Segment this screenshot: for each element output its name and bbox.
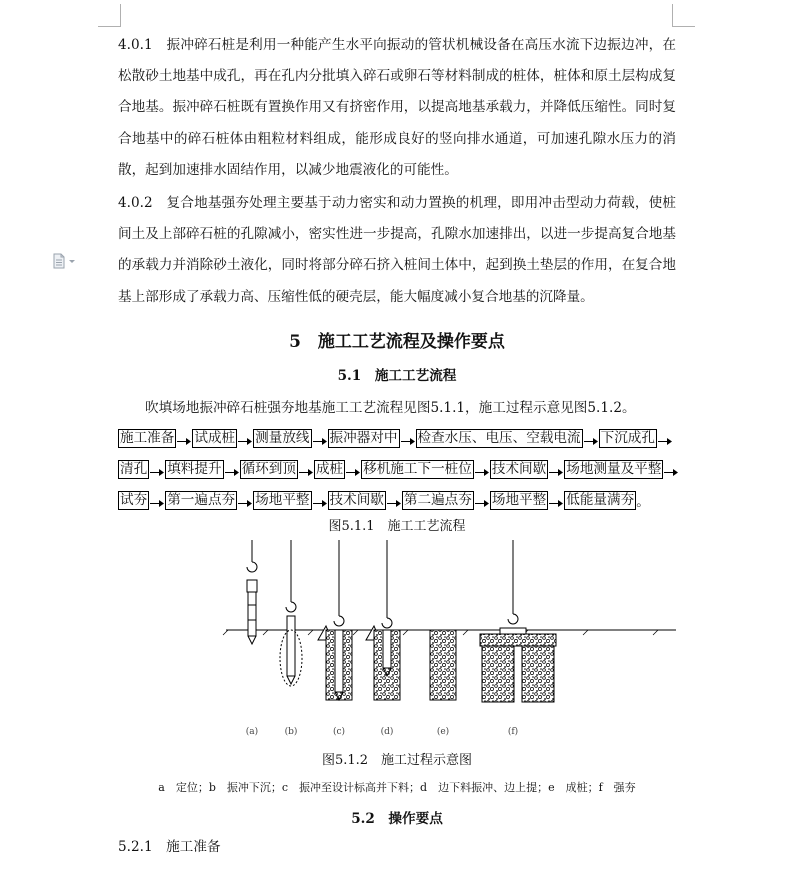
arrow-right-icon <box>313 434 327 443</box>
figure-label-c: (c) <box>332 726 346 737</box>
arrow-right-icon <box>150 465 164 474</box>
figure-label-f: (f) <box>507 726 519 737</box>
paragraph-4-0-2: 4.0.2 复合地基强夯处理主要基于动力密实和动力置换的机理，即用冲击型动力荷载，使桩间土及上部碎石桩的孔隙减小，密实性进一步提高，孔隙水加速排出，以进一步提高复合地基的承载力并消除砂土液化，同时将部分碎石挤入桩间土体中，起到换土垫层的作用，在复合地基上部形成了承载力高、压缩性低的硬壳层，能大幅度减小复合地基的沉降量。 <box>118 195 676 305</box>
arrow-right-icon <box>658 434 672 443</box>
intro-paragraph-5-1: 吹填场地振冲碎石桩强夯地基施工工艺流程见图5.1.1，施工过程示意见图5.1.2。 <box>145 399 636 416</box>
flow-step: 检查水压、电压、空载电流 <box>417 429 581 446</box>
construction-process-diagram <box>118 540 676 750</box>
figure-label-e: (e) <box>436 726 450 737</box>
flow-step: 施工准备 <box>120 429 175 446</box>
flow-row <box>118 454 676 485</box>
flow-step: 试成桩 <box>194 429 236 446</box>
stage-a-positioning <box>247 540 257 644</box>
arrow-right-icon <box>346 465 360 474</box>
arrow-right-icon <box>401 434 415 443</box>
arrow-right-icon <box>225 465 239 474</box>
figure-caption-5-1-1: 图5.1.1 施工工艺流程 <box>328 518 466 534</box>
arrow-right-icon <box>238 496 252 505</box>
stage-d-feeding-lifting <box>366 540 400 700</box>
arrow-right-icon <box>177 434 191 443</box>
flow-step: 技术间歇 <box>491 460 547 477</box>
document-icon[interactable] <box>52 253 78 269</box>
flow-step: 下沉成孔 <box>600 429 655 446</box>
flow-row <box>118 485 676 516</box>
flow-step: 场地平整 <box>255 491 310 508</box>
arrow-right-icon <box>150 496 164 505</box>
stage-b-vibro-sinking <box>280 540 302 686</box>
process-flow-chart <box>118 423 676 516</box>
figure-legend: a 定位；b 振冲下沉；c 振冲至设计标高并下料；d 边下料振冲、边上提；e 成桩；f 强夯 <box>158 780 636 794</box>
stage-f-dynamic-compaction <box>480 540 556 702</box>
arrow-right-icon <box>475 496 489 505</box>
heading-section-5-2-1: 5.2.1 施工准备 <box>118 838 221 855</box>
arrow-right-icon <box>584 434 598 443</box>
arrow-right-icon <box>387 496 401 505</box>
flow-step: 清孔 <box>120 460 148 477</box>
figure-caption-5-1-2: 图5.1.2 施工过程示意图 <box>321 752 473 768</box>
arrow-right-icon <box>475 465 489 474</box>
page-corner-marker-right <box>672 4 695 27</box>
flow-step: 填料提升 <box>167 460 222 477</box>
paragraph-4-0-1: 4.0.1 振冲碎石桩是利用一种能产生水平向振动的管状机械设备在高压水流下边振边冲，在松散砂土地基中成孔，再在孔内分批填入碎石或卵石等材料制成的桩体，桩体和原土层构成复合地基。振冲碎石桩既有置换作用又有挤密作用，以提高地基承载力，并降低压缩性。同时复合地基中的碎石桩体由粗粒材料组成，能形成良好的竖向排水通道，可加速孔隙水压力的消散，起到加速排水固结作用，以减少地震液化的可能性。 <box>118 37 676 178</box>
stage-e-pile-formed <box>430 630 456 700</box>
arrow-right-icon <box>549 465 563 474</box>
figure-label-a: (a) <box>245 726 259 737</box>
construction-process-figure <box>118 540 676 750</box>
figure-label-b: (b) <box>284 726 298 737</box>
arrow-right-icon <box>238 434 252 443</box>
heading-section-5-2: 5.2 操作要点 <box>351 810 443 827</box>
flow-step: 第二遍点夯 <box>403 491 472 508</box>
arrow-right-icon <box>549 496 563 505</box>
heading-section-5-1: 5.1 施工工艺流程 <box>337 367 457 384</box>
arrow-right-icon <box>313 496 327 505</box>
page-corner-marker-left <box>98 4 121 27</box>
flow-step: 技术间歇 <box>329 491 384 508</box>
flow-step: 成桩 <box>315 460 344 477</box>
flow-row <box>118 423 676 454</box>
flow-step: 测量放线 <box>255 429 310 446</box>
arrow-right-icon <box>664 465 678 474</box>
flow-step: 低能量满夯 <box>566 491 635 508</box>
flow-step: 移机施工下一桩位 <box>363 460 472 477</box>
flow-step: 场地测量及平整 <box>566 460 662 477</box>
flow-step: 试夯 <box>120 491 148 508</box>
flow-step: 场地平整 <box>491 491 547 508</box>
stage-c-feeding <box>318 540 352 700</box>
heading-section-5: 5 施工工艺流程及操作要点 <box>289 331 505 352</box>
flow-step: 循环到顶 <box>241 460 296 477</box>
flow-step: 振冲器对中 <box>329 429 398 446</box>
flow-step: 第一遍点夯 <box>167 491 236 508</box>
document-page <box>118 30 676 862</box>
arrow-right-icon <box>299 465 313 474</box>
figure-label-d: (d) <box>380 726 394 737</box>
flow-row-ending: 。 <box>636 494 650 511</box>
